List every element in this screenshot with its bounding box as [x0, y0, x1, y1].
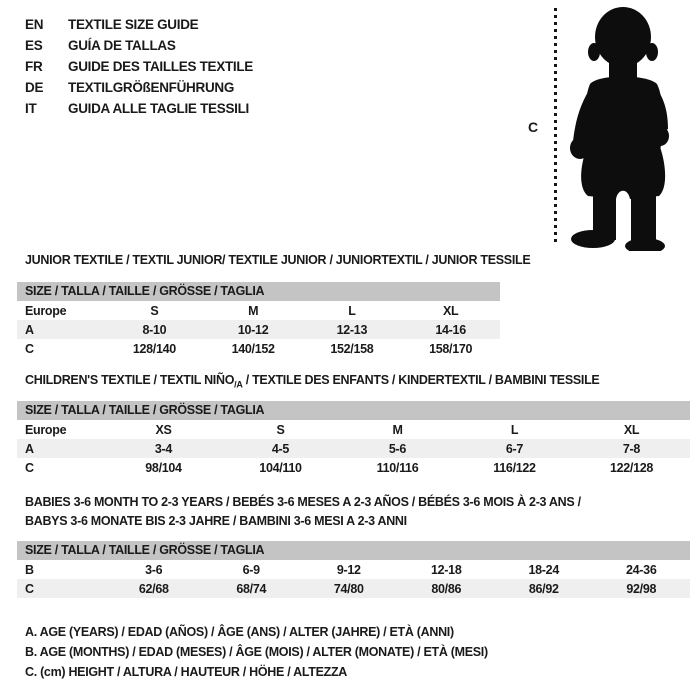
table-row-height	[17, 458, 690, 477]
size-header-band: SIZE / TALLA / TAILLE / GRÖSSE / TAGLIA	[17, 541, 690, 560]
lang-code: ES	[25, 38, 43, 53]
table-cell: 3-6	[145, 562, 163, 577]
row-label: Europe	[25, 422, 67, 437]
table-cell: XL	[442, 303, 459, 318]
table-cell: 24-36	[626, 562, 657, 577]
size-header-band: SIZE / TALLA / TAILLE / GRÖSSE / TAGLIA	[17, 282, 500, 301]
table-row-europe	[17, 420, 690, 439]
table-cell: 12-18	[431, 562, 462, 577]
note-age-years: A. AGE (YEARS) / EDAD (AÑOS) / ÂGE (ANS) / ALTER (JAHRE) / ETÀ (ANNI)	[25, 625, 454, 639]
table-cell: 3-4	[154, 441, 173, 456]
lang-code: DE	[25, 80, 44, 95]
children-size-table	[17, 401, 690, 477]
table-row-age	[17, 439, 690, 458]
row-label: C	[25, 341, 34, 356]
table-cell: S	[150, 303, 159, 318]
table-cell: 158/170	[429, 341, 473, 356]
table-cell: XS	[155, 422, 172, 437]
height-measure-dotted-line	[554, 8, 557, 246]
table-cell: 6-9	[242, 562, 260, 577]
table-cell: 14-16	[435, 322, 466, 337]
table-cell: L	[348, 303, 356, 318]
language-list	[25, 14, 253, 119]
table-cell: 62/68	[138, 581, 169, 596]
lang-row-en	[25, 14, 253, 35]
lang-row-fr	[25, 56, 253, 77]
table-cell: 110/116	[376, 460, 419, 475]
table-cell: XL	[623, 422, 640, 437]
table-cell: 80/86	[431, 581, 462, 596]
table-row-europe	[17, 301, 500, 320]
table-cell: 12-13	[336, 322, 368, 337]
children-title-suffix: / TEXTILE DES ENFANTS / KINDERTEXTIL / BAMBINI TESSILE	[242, 373, 600, 387]
lang-label: GUÍA DE TALLAS	[68, 38, 176, 53]
table-row-months	[17, 560, 690, 579]
table-row-height	[17, 579, 690, 598]
table-cell: 92/98	[626, 581, 657, 596]
babies-section-title	[25, 493, 581, 531]
junior-size-table	[17, 282, 500, 358]
babies-title-line2: BABYS 3-6 MONATE BIS 2-3 JAHRE / BAMBINI 3-6 MESI A 2-3 ANNI	[25, 514, 407, 528]
table-cell: 7-8	[622, 441, 641, 456]
table-cell: 152/158	[330, 341, 374, 356]
table-cell: 5-6	[388, 441, 407, 456]
table-cell: S	[276, 422, 285, 437]
table-cell: 10-12	[237, 322, 269, 337]
table-cell: 98/104	[145, 460, 182, 475]
table-cell: 74/80	[333, 581, 364, 596]
lang-code: FR	[25, 59, 43, 74]
table-cell: 104/110	[259, 460, 302, 475]
toddler-silhouette	[560, 6, 690, 251]
table-cell: M	[392, 422, 403, 437]
children-section-title	[25, 371, 599, 395]
babies-title-line1: BABIES 3-6 MONTH TO 2-3 YEARS / BEBÉS 3-6 MESES A 2-3 AÑOS / BÉBÉS 3-6 MOIS À 2-3 ANS /	[25, 495, 581, 509]
junior-section-title: JUNIOR TEXTILE / TEXTIL JUNIOR/ TEXTILE JUNIOR / JUNIORTEXTIL / JUNIOR TESSILE	[25, 253, 531, 267]
children-title-prefix: CHILDREN'S TEXTILE / TEXTIL NIÑO	[25, 373, 235, 387]
height-measure-label: C	[528, 119, 539, 135]
lang-label: GUIDA ALLE TAGLIE TESSILI	[68, 101, 249, 116]
table-row-age	[17, 320, 500, 339]
lang-row-de	[25, 77, 253, 98]
table-cell: 86/92	[528, 581, 559, 596]
babies-size-table	[17, 541, 690, 598]
row-label: A	[25, 322, 34, 337]
table-cell: M	[248, 303, 259, 318]
table-cell: 122/128	[609, 460, 654, 475]
table-cell: L	[510, 422, 519, 437]
lang-row-es	[25, 35, 253, 56]
table-cell: 4-5	[271, 441, 290, 456]
size-header-band: SIZE / TALLA / TAILLE / GRÖSSE / TAGLIA	[17, 401, 690, 420]
row-label: A	[25, 441, 34, 456]
lang-row-it	[25, 98, 253, 119]
table-cell: 116/122	[493, 460, 536, 475]
table-cell: 18-24	[528, 562, 559, 577]
lang-code: IT	[25, 101, 37, 116]
row-label: Europe	[25, 303, 67, 318]
row-label: B	[25, 562, 34, 577]
table-cell: 9-12	[336, 562, 361, 577]
lang-code: EN	[25, 17, 44, 32]
row-label: C	[25, 460, 34, 475]
table-cell: 6-7	[505, 441, 524, 456]
lang-label: TEXTILE SIZE GUIDE	[68, 17, 199, 32]
note-age-months: B. AGE (MONTHS) / EDAD (MESES) / ÂGE (MOIS) / ALTER (MONATE) / ETÀ (MESI)	[25, 645, 488, 659]
table-cell: 68/74	[236, 581, 267, 596]
table-cell: 8-10	[142, 322, 167, 337]
table-cell: 140/152	[231, 341, 275, 356]
children-title-sub: /A	[234, 379, 243, 390]
lang-label: GUIDE DES TAILLES TEXTILE	[68, 59, 254, 74]
table-cell: 128/140	[132, 341, 176, 356]
legend-notes	[25, 622, 488, 682]
lang-label: TEXTILGRÖßENFÜHRUNG	[68, 80, 235, 95]
table-row-height	[17, 339, 500, 358]
note-height-cm: C. (cm) HEIGHT / ALTURA / HAUTEUR / HÖHE / ALTEZZA	[25, 665, 348, 679]
row-label: C	[25, 581, 34, 596]
